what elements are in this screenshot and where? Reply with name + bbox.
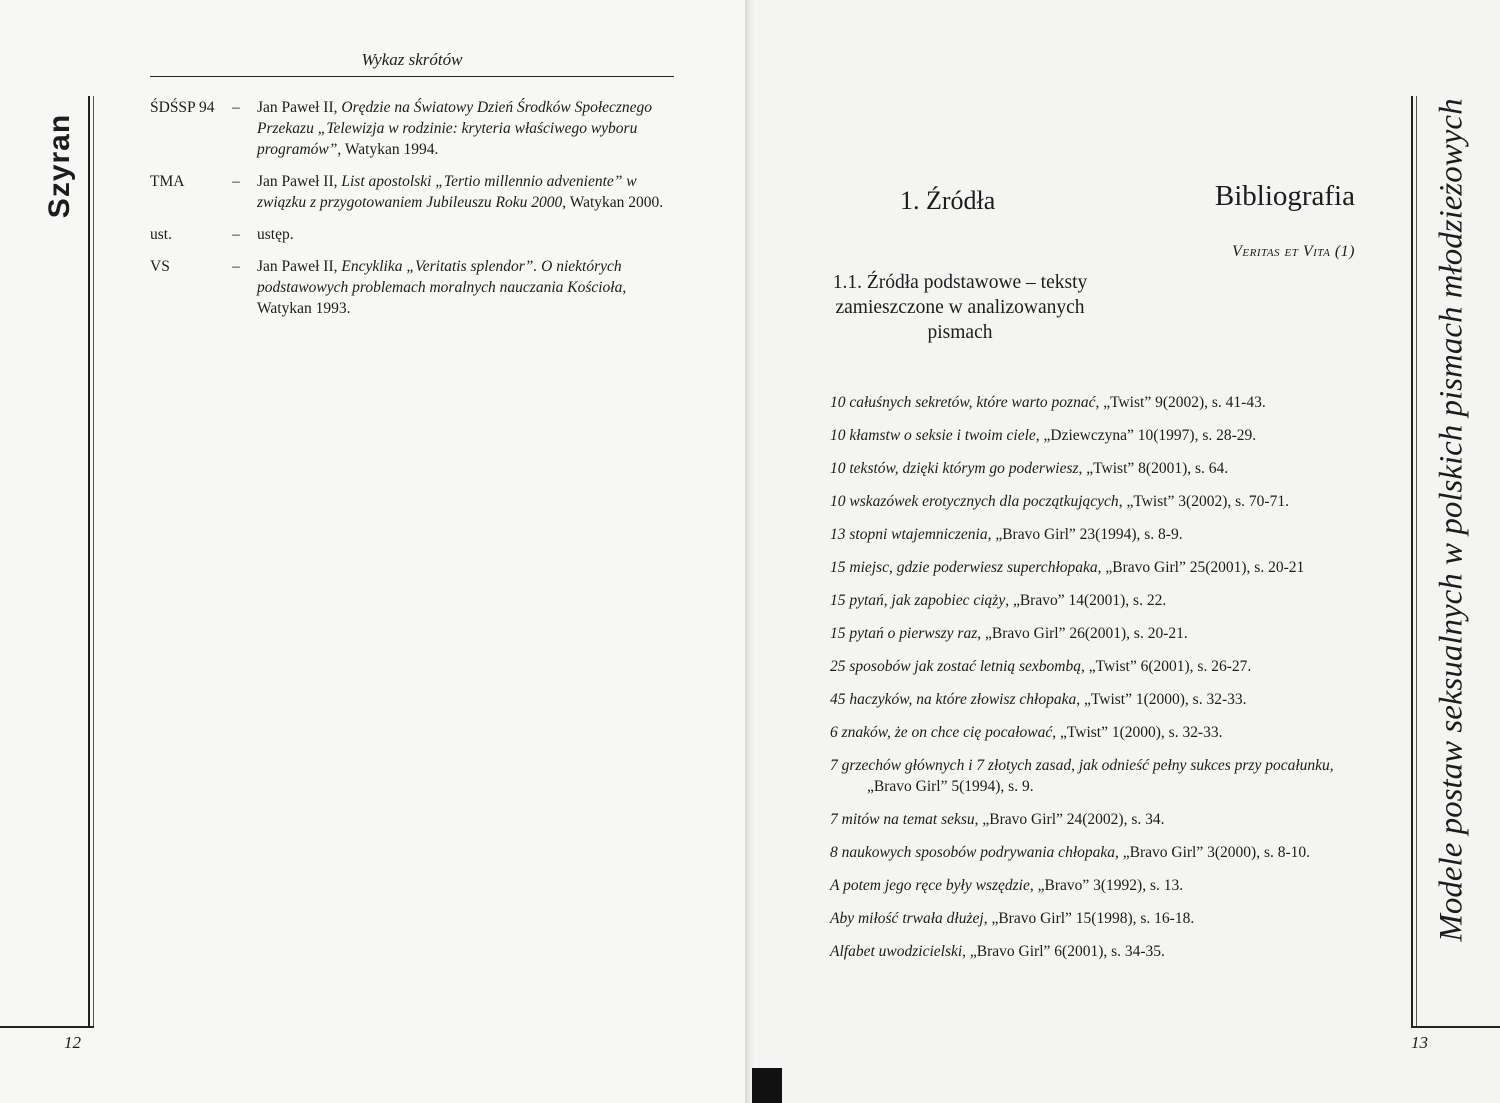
entry-citation: , „Bravo Girl” 6(2001), s. 34-35. bbox=[962, 943, 1165, 960]
bibliography-entry bbox=[830, 590, 1350, 611]
entry-citation: , „Twist” 3(2002), s. 70-71. bbox=[1118, 493, 1289, 510]
entry-citation: , „Bravo Girl” 26(2001), s. 20-21. bbox=[977, 625, 1188, 642]
entry-title: A potem jego ręce były wszędzie bbox=[830, 877, 1030, 894]
description-text: Jan Paweł II, bbox=[257, 258, 342, 275]
series-label: Veritas et Vita (1) bbox=[1232, 243, 1355, 260]
entry-title: 25 sposobów jak zostać letnią sexbombą bbox=[830, 658, 1081, 675]
entry-citation: , „Bravo” 3(1992), s. 13. bbox=[1029, 877, 1184, 894]
abbreviation-dash: – bbox=[232, 173, 240, 190]
entry-citation: , „Bravo Girl” 15(1998), s. 16-18. bbox=[983, 910, 1195, 927]
description-text: ustęp. bbox=[257, 226, 294, 243]
entry-title: 8 naukowych sposobów podrywania chłopaka bbox=[830, 844, 1116, 861]
bibliography-entry bbox=[830, 941, 1350, 962]
entry-citation: , „Twist” 9(2002), s. 41-43. bbox=[1095, 394, 1266, 411]
abbreviation-code: ŚDŚSP 94 bbox=[150, 99, 215, 116]
entry-title: 7 grzechów głównych i 7 złotych zasad, jak odnieść pełny sukces przy pocałunku bbox=[830, 757, 1330, 774]
bibliography-entry bbox=[830, 425, 1350, 446]
entry-citation: , „Bravo Girl” 3(2000), s. 8-10. bbox=[1115, 844, 1311, 861]
bibliography-entry bbox=[830, 458, 1350, 479]
abbreviation-code: VS bbox=[150, 258, 170, 275]
subsection-title: 1.1. Źródła podstawowe – teksty zamieszczone w analizowanych pismach bbox=[832, 272, 1088, 343]
bibliography-entry bbox=[830, 755, 1350, 797]
entry-citation: , „Bravo” 14(2001), s. 22. bbox=[1005, 592, 1167, 609]
bibliography-entry bbox=[830, 491, 1350, 512]
description-title: Encyklika „Veritatis splendor”. O niektórych podstawowych problemach moralnych nauczania Kościoła bbox=[257, 258, 623, 296]
entry-title: 15 pytań o pierwszy raz bbox=[830, 625, 978, 642]
description-text: , Watykan 1994. bbox=[337, 141, 439, 158]
running-head: Wykaz skrótów bbox=[361, 50, 463, 69]
book-title: Bibliografia bbox=[1214, 180, 1355, 212]
entry-title: 45 haczyków, na które złowisz chłopaka bbox=[830, 691, 1077, 708]
bibliography-entry bbox=[830, 392, 1350, 413]
description-text: Jan Paweł II, bbox=[257, 173, 342, 190]
entry-title: Aby miłość trwała dłużej bbox=[830, 910, 984, 927]
entry-citation: , „Twist” 8(2001), s. 64. bbox=[1078, 460, 1229, 477]
description-text: , Watykan 2000. bbox=[562, 194, 664, 211]
description-title: List apostolski „Tertio millennio adveniente” w związku z przygotowaniem Jubileuszu Roku 2000 bbox=[257, 173, 637, 211]
margin-rule-thin bbox=[1416, 96, 1417, 1026]
author-name: Szyran bbox=[43, 113, 76, 219]
entry-title: 10 kłamstw o seksie i twoim ciele bbox=[830, 427, 1036, 444]
abbreviation-dash: – bbox=[232, 226, 240, 243]
bibliography-entry bbox=[830, 842, 1350, 863]
page-number: 13 bbox=[1411, 1033, 1428, 1052]
abbreviation-code: TMA bbox=[150, 173, 185, 190]
bibliography-entry bbox=[830, 623, 1350, 644]
bibliography-entry bbox=[830, 689, 1350, 710]
entry-citation: , „Bravo Girl” 25(2001), s. 20-21 bbox=[1097, 559, 1305, 576]
entry-citation: , „Bravo Girl” 5(1994), s. 9. bbox=[867, 757, 1334, 795]
entry-title: Alfabet uwodzicielski bbox=[830, 943, 963, 960]
series-name bbox=[1150, 243, 1355, 261]
entry-citation: , „Twist” 1(2000), s. 32-33. bbox=[1076, 691, 1247, 708]
bibliography-entry bbox=[830, 656, 1350, 677]
entry-title: 15 miejsc, gdzie poderwiesz superchłopaka bbox=[830, 559, 1098, 576]
bibliography-entry bbox=[830, 557, 1350, 578]
entry-title: 10 tekstów, dzięki którym go poderwiesz bbox=[830, 460, 1079, 477]
abbreviation-dash: – bbox=[232, 258, 240, 275]
description-text: Jan Paweł II, bbox=[257, 99, 342, 116]
bibliography-entry bbox=[830, 524, 1350, 545]
entry-citation: , „Bravo Girl” 23(1994), s. 8-9. bbox=[987, 526, 1183, 543]
bibliography-entry bbox=[830, 809, 1350, 830]
entry-title: 10 wskazówek erotycznych dla początkujących bbox=[830, 493, 1119, 510]
abbreviation-code: ust. bbox=[150, 226, 172, 243]
gutter-shadow bbox=[752, 1068, 782, 1103]
entry-title: 10 całuśnych sekretów, które warto poznać bbox=[830, 394, 1096, 411]
abbreviation-dash: – bbox=[232, 99, 240, 116]
entry-citation: , „Twist” 6(2001), s. 26-27. bbox=[1081, 658, 1252, 675]
description-title: Orędzie na Światowy Dzień Środków Społecznego Przekazu „Telewizja w rodzinie: kryteria właściwego wyboru programów” bbox=[257, 99, 653, 158]
footer-rule bbox=[1411, 1026, 1500, 1028]
description-text: , Watykan 1993. bbox=[257, 279, 627, 317]
bibliography-entry bbox=[830, 875, 1350, 896]
section-title: 1. Źródła bbox=[900, 186, 996, 215]
bibliography-entry bbox=[830, 722, 1350, 743]
entry-title: 15 pytań, jak zapobiec ciąży bbox=[830, 592, 1006, 609]
entry-title: 13 stopni wtajemniczenia bbox=[830, 526, 988, 543]
entry-citation: , „Dziewczyna” 10(1997), s. 28-29. bbox=[1035, 427, 1257, 444]
vertical-book-title: Modele postaw seksualnych w polskich pismach młodzieżowych bbox=[1433, 98, 1470, 942]
source-list bbox=[830, 392, 1350, 974]
margin-rule bbox=[1411, 96, 1413, 1026]
entry-citation: , „Bravo Girl” 24(2002), s. 34. bbox=[974, 811, 1165, 828]
entry-title: 6 znaków, że on chce cię pocałować bbox=[830, 724, 1053, 741]
entry-citation: , „Twist” 1(2000), s. 32-33. bbox=[1052, 724, 1223, 741]
entry-title: 7 mitów na temat seksu bbox=[830, 811, 975, 828]
bibliography-entry bbox=[830, 908, 1350, 929]
page-number: 12 bbox=[64, 1033, 81, 1052]
